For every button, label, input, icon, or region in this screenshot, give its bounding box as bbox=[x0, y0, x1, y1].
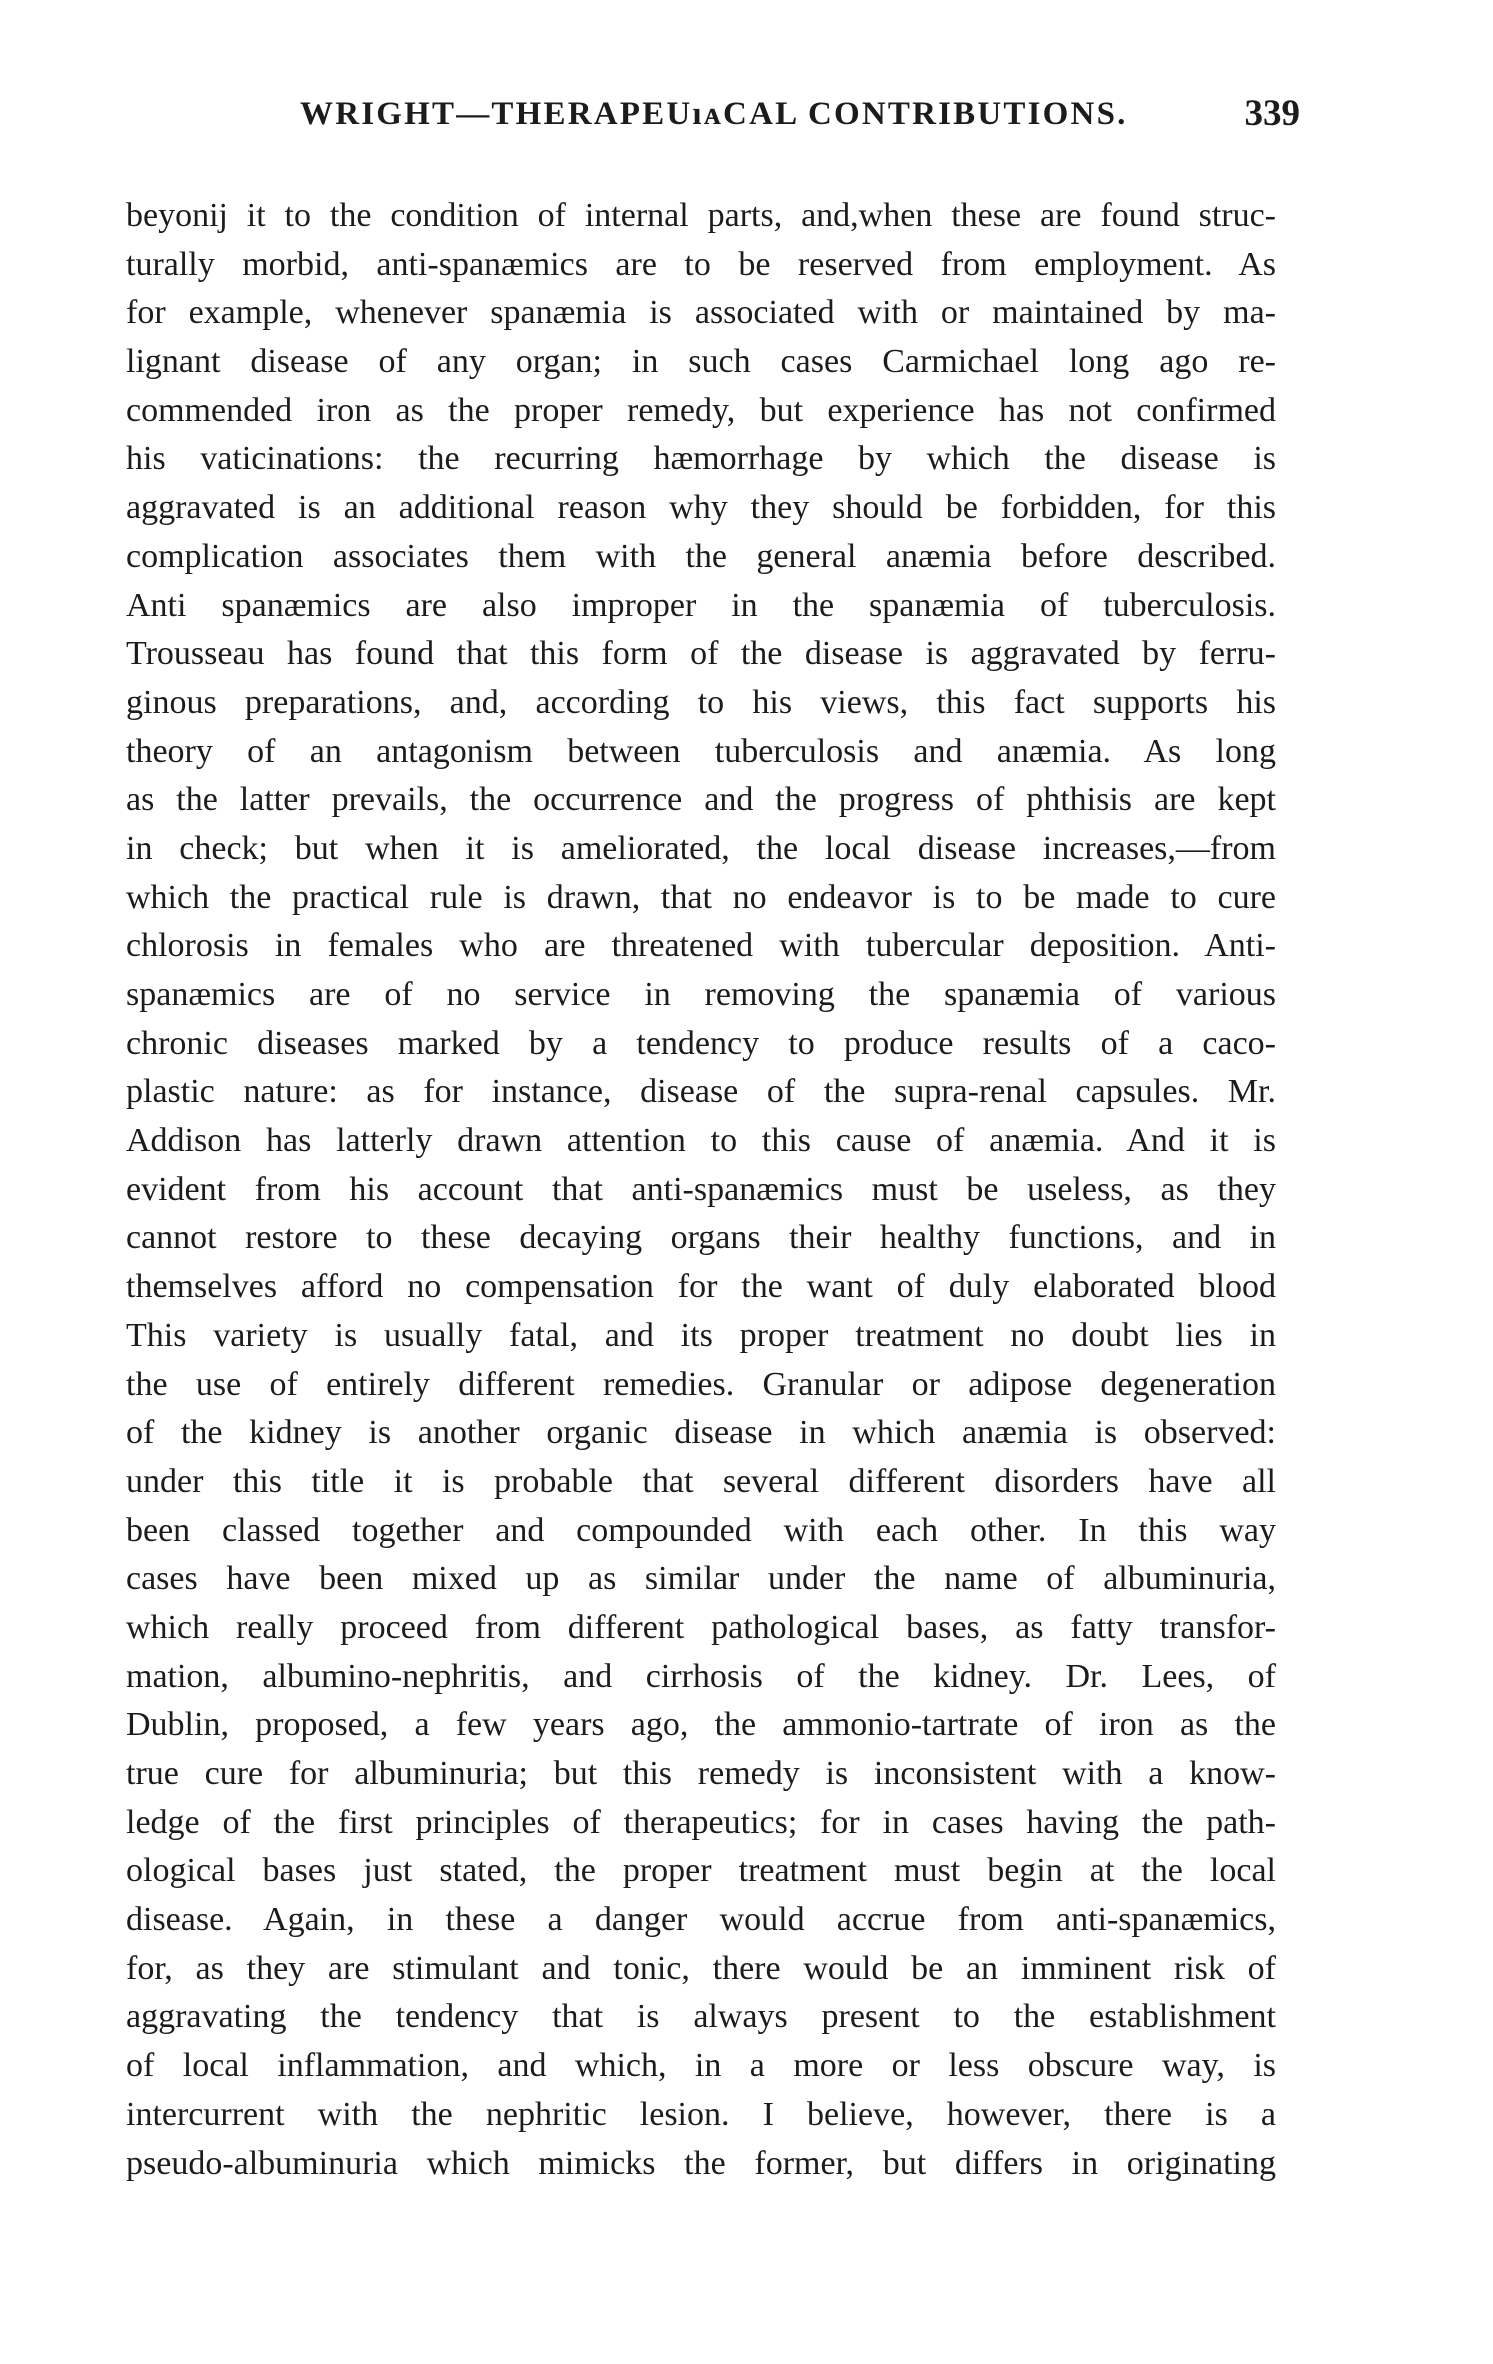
text-line: which really proceed from different pathological bases, as fatty transfor- bbox=[126, 1608, 1276, 1646]
text-line: as the latter prevails, the occurrence and the progress of phthisis are kept bbox=[126, 781, 1276, 819]
text-line: been classed together and compounded with each other. In this way bbox=[126, 1511, 1276, 1549]
text-line: chronic diseases marked by a tendency to produce results of a caco- bbox=[126, 1024, 1276, 1062]
text-line: which the practical rule is drawn, that no endeavor is to be made to cure bbox=[126, 878, 1276, 916]
text-line: in check; but when it is ameliorated, the local disease increases,—from bbox=[126, 829, 1276, 867]
text-line: ledge of the first principles of therapeutics; for in cases having the path- bbox=[126, 1803, 1276, 1841]
text-line: complication associates them with the general anæmia before described. bbox=[126, 537, 1276, 575]
text-line: cases have been mixed up as similar under the name of albuminuria, bbox=[126, 1560, 1276, 1598]
running-head bbox=[290, 92, 1300, 144]
text-line: ological bases just stated, the proper treatment must begin at the local bbox=[126, 1852, 1276, 1890]
text-line: of the kidney is another organic disease in which anæmia is observed: bbox=[126, 1414, 1276, 1452]
text-line: beyonĳ it to the condition of internal parts, and,when these are found struc- bbox=[126, 197, 1276, 234]
text-line: disease. Again, in these a danger would accrue from anti-spanæmics, bbox=[126, 1901, 1276, 1939]
text-line: cannot restore to these decaying organs their healthy functions, and in bbox=[126, 1219, 1276, 1257]
text-line: mation, albumino-nephritis, and cirrhosis of the kidney. Dr. Lees, of bbox=[126, 1657, 1276, 1695]
text-line: This variety is usually fatal, and its proper treatment no doubt lies in bbox=[126, 1316, 1276, 1354]
text-line: plastic nature: as for instance, disease of the supra-renal capsules. Mr. bbox=[126, 1073, 1276, 1111]
text-line: Addison has latterly drawn attention to this cause of anæmia. And it is bbox=[126, 1122, 1276, 1160]
text-line: the use of entirely different remedies. Granular or adipose degeneration bbox=[126, 1365, 1276, 1403]
text-line: commended iron as the proper remedy, but experience has not confirmed bbox=[126, 391, 1276, 429]
text-line: for, as they are stimulant and tonic, there would be an imminent risk of bbox=[126, 1949, 1276, 1987]
text-line: aggravated is an additional reason why they should be forbidden, for this bbox=[126, 489, 1276, 527]
text-line: spanæmics are of no service in removing the spanæmia of various bbox=[126, 976, 1276, 1013]
text-line: under this title it is probable that several different disorders have all bbox=[126, 1462, 1276, 1500]
text-line: Anti spanæmics are also improper in the spanæmia of tuberculosis. bbox=[126, 586, 1276, 624]
text-line: his vaticinations: the recurring hæmorrhage by which the disease is bbox=[126, 440, 1276, 478]
text-line: aggravating the tendency that is always present to the establishment bbox=[126, 1998, 1276, 2036]
text-line: chlorosis in females who are threatened with tubercular deposition. Anti- bbox=[126, 927, 1276, 965]
running-title: WRIGHT—THERAPEUıᴀCAL CONTRIBUTIONS. bbox=[300, 96, 1128, 132]
text-line: themselves afford no compensation for the want of duly elaborated blood bbox=[126, 1268, 1276, 1306]
text-line: true cure for albuminuria; but this remedy is inconsistent with a know- bbox=[126, 1755, 1276, 1792]
body-paragraph bbox=[126, 192, 1276, 2188]
text-line: lignant disease of any organ; in such cases Carmichael long ago re- bbox=[126, 343, 1276, 381]
text-line: Trousseau has found that this form of the disease is aggravated by ferru- bbox=[126, 635, 1276, 673]
text-line: Dublin, proposed, a few years ago, the ammonio-tartrate of iron as the bbox=[126, 1706, 1276, 1744]
text-line: theory of an antagonism between tuberculosis and anæmia. As long bbox=[126, 732, 1276, 770]
page-number: 339 bbox=[1244, 93, 1300, 134]
text-line: intercurrent with the nephritic lesion. I believe, however, there is a bbox=[126, 2095, 1276, 2133]
text-line: turally morbid, anti-spanæmics are to be reserved from employment. As bbox=[126, 245, 1276, 283]
text-line: evident from his account that anti-spanæmics must be useless, as they bbox=[126, 1170, 1276, 1208]
text-line: for example, whenever spanæmia is associated with or maintained by ma- bbox=[126, 294, 1276, 332]
text-line: of local inflammation, and which, in a more or less obscure way, is bbox=[126, 2047, 1276, 2085]
text-line: ginous preparations, and, according to his views, this fact supports his bbox=[126, 683, 1276, 721]
text-line: pseudo-albuminuria which mimicks the former, but differs in originating bbox=[126, 2144, 1276, 2182]
